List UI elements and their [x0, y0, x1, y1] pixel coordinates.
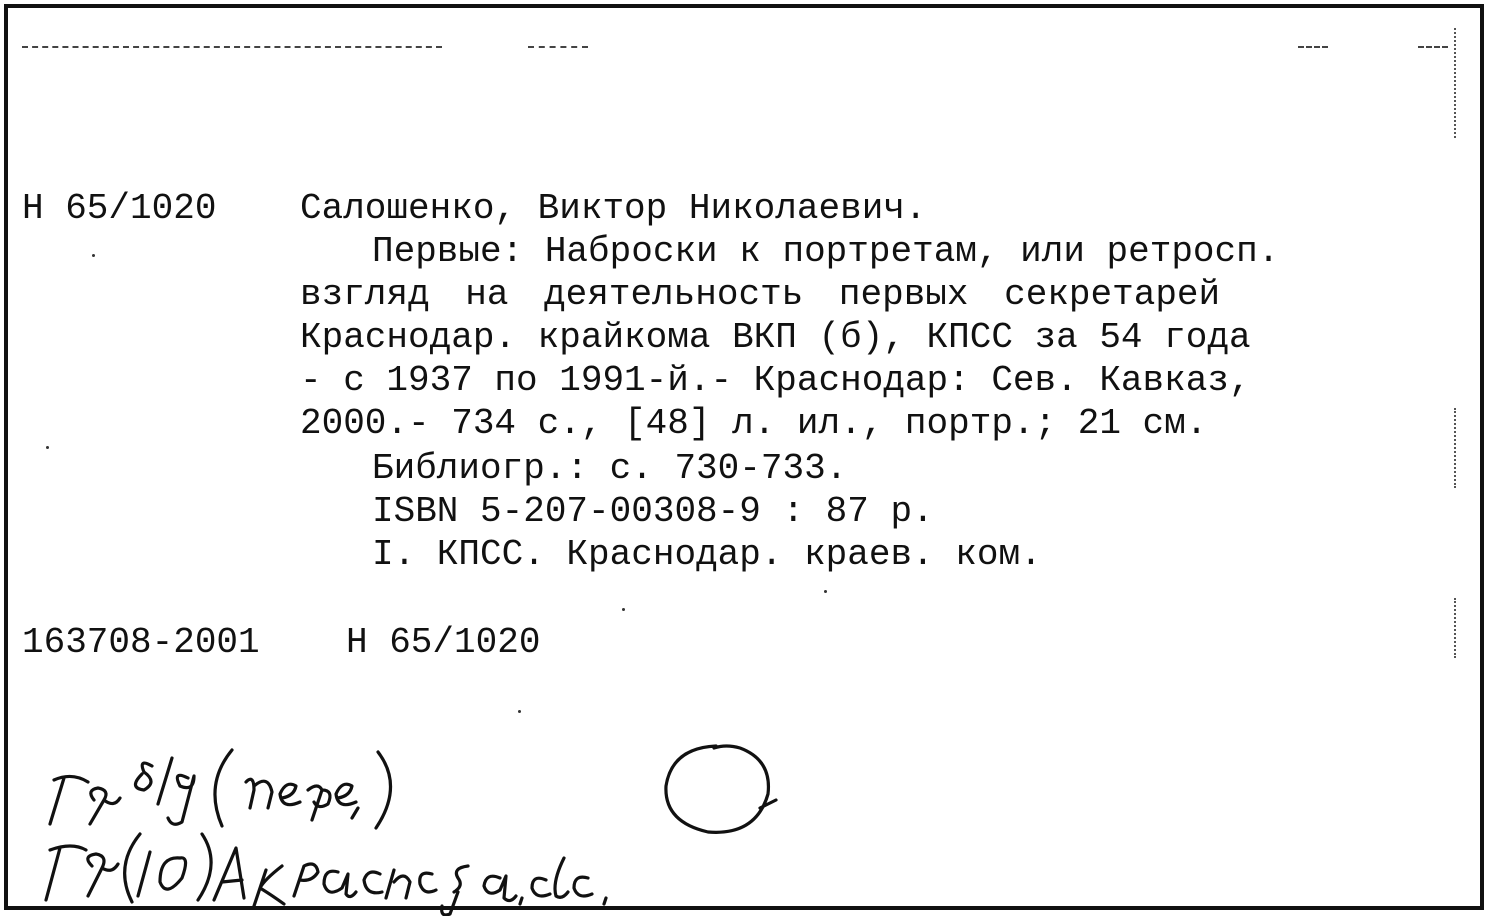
- scan-speck: [824, 590, 827, 593]
- author-heading: Салошенко, Виктор Николаевич.: [300, 188, 927, 229]
- bibliography-note: Библиогр.: с. 730-733.: [372, 448, 848, 489]
- handwritten-note-line1: [32, 738, 472, 833]
- scan-speck: [518, 710, 521, 713]
- right-scan-dots: [1454, 28, 1456, 138]
- scan-speck: [622, 608, 625, 611]
- top-scan-dashes: [528, 46, 588, 48]
- isbn: ISBN 5-207-00308-9 : 87 р.: [372, 491, 934, 532]
- title-line: Краснодар. крайкома ВКП (б), КПСС за 54 года: [300, 317, 1251, 358]
- catalog-card: [4, 4, 1484, 910]
- top-scan-dashes: [1298, 46, 1328, 48]
- call-number: Н 65/1020: [22, 188, 217, 229]
- handwritten-note-line2: [32, 826, 622, 916]
- subject-tracing: I. КПСС. Краснодар. краев. ком.: [372, 534, 1042, 575]
- accession-number: 163708-2001: [22, 622, 260, 663]
- title-line: 2000.- 734 с., [48] л. ил., портр.; 21 см.: [300, 403, 1208, 444]
- hand-drawn-circle: [656, 738, 786, 843]
- top-scan-dashes: [22, 46, 442, 48]
- top-scan-dashes: [1418, 46, 1448, 48]
- title-line: - с 1937 по 1991-й.- Краснодар: Сев. Кавказ,: [300, 360, 1251, 401]
- scan-speck: [46, 446, 49, 449]
- scan-speck: [92, 254, 95, 257]
- title-line: взгляд на деятельность первых секретарей: [300, 274, 1221, 315]
- accession-call-number: Н 65/1020: [346, 622, 541, 663]
- title-line: Первые: Наброски к портретам, или ретросп.: [372, 231, 1280, 272]
- right-scan-dots: [1454, 598, 1456, 658]
- right-scan-dots: [1454, 408, 1456, 488]
